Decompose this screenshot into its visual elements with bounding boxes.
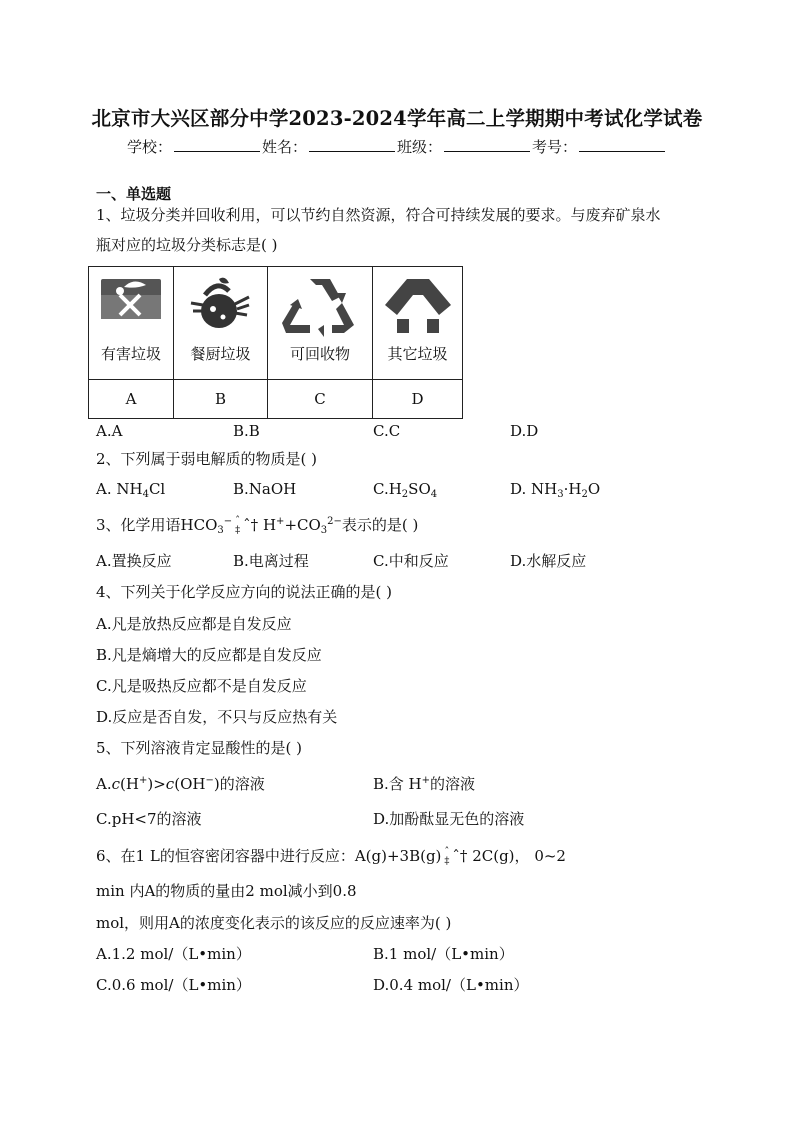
q3-plus: + [284, 516, 298, 534]
q2-d-tail: O [587, 480, 601, 498]
q1-letter-b: B [174, 380, 268, 419]
name-label: 姓名： [261, 138, 307, 156]
q1-label-a: 有害垃圾 [100, 345, 161, 363]
q4-option-c[interactable]: C.凡是吸热反应都不是自发反应 [96, 677, 307, 695]
q2-d-mid: ·H [563, 480, 582, 498]
q1-label-c: 可回收物 [289, 345, 350, 363]
q2-d-sub1: 3 [557, 489, 564, 500]
q2-option-c[interactable] [373, 482, 437, 500]
q1-option-d[interactable]: D.D [510, 422, 539, 440]
q2-a-text: A. NH [96, 480, 143, 498]
q1-label-b: 餐厨垃圾 [190, 345, 251, 363]
q2-d-sub2: 2 [581, 489, 588, 500]
q2-c-mid: SO [408, 480, 431, 498]
q3-h: H [262, 516, 277, 534]
q4-option-a[interactable]: A.凡是放热反应都是自发反应 [96, 615, 292, 633]
q3-co: CO [297, 516, 321, 534]
q6-eq-left: A(g)+3B(g) [354, 847, 442, 865]
other-waste-icon [383, 275, 453, 337]
q5-option-d[interactable]: D.加酚酞显无色的溶液 [373, 810, 525, 828]
q2-option-b[interactable]: B.NaOH [233, 480, 297, 498]
q6-option-c[interactable]: C.0.6 mol/（L•min） [96, 976, 251, 994]
q3-option-d[interactable]: D.水解反应 [510, 552, 587, 570]
school-label: 学校： [126, 138, 172, 156]
q6-arrow-bot: ‡ [444, 856, 450, 867]
exam-title: 北京市大兴区部分中学2023-2024学年高二上学期期中考试化学试卷 [91, 107, 703, 130]
q4-stem: 4、下列关于化学反应方向的说法正确的是( ) [96, 583, 393, 601]
q1-label-d: 其它垃圾 [387, 345, 448, 363]
q1-cell-b [174, 267, 268, 380]
q3-hco: HCO [180, 516, 218, 534]
q5-stem: 5、下列溶液肯定显酸性的是( ) [96, 739, 303, 757]
q1-stem-line2: 瓶对应的垃圾分类标志是( ) [96, 236, 278, 254]
q5-a-c1: c [111, 775, 121, 793]
q3-equilibrium-arrow-icon [235, 517, 240, 535]
q5-a-tail: 的溶液 [219, 775, 265, 793]
q1-option-a[interactable]: A.A [96, 422, 123, 440]
q6-option-a[interactable]: A.1.2 mol/（L•min） [96, 945, 251, 963]
q6-option-d[interactable]: D.0.4 mol/（L•min） [373, 976, 529, 994]
q1-choice-table [88, 266, 463, 419]
q3-suffix: 表示的是( ) [341, 516, 419, 534]
number-blank[interactable] [579, 137, 665, 152]
q5-option-a[interactable]: A.c(H+)>c(OH−)的溶液 [96, 775, 265, 793]
q5-b-sup: + [421, 775, 431, 786]
number-label: 考号： [532, 138, 578, 156]
q1-stem-line1: 1、垃圾分类并回收利用，可以节约自然资源，符合可持续发展的要求。与废弃矿泉水 [96, 206, 661, 224]
q3-arrow-bot: ‡ [235, 525, 241, 536]
school-blank[interactable] [174, 137, 260, 152]
q1-option-b[interactable]: B.B [233, 422, 260, 440]
q2-a-tail: Cl [148, 480, 166, 498]
class-blank[interactable] [444, 137, 530, 152]
q6-option-b[interactable]: B.1 mol/（L•min） [373, 945, 514, 963]
q1-cell-c [268, 267, 373, 380]
q5-a-h: H [125, 775, 139, 793]
q6-arrow-top: ˆ [444, 847, 450, 858]
q2-c-sub1: 2 [401, 489, 409, 500]
q5-a-oh: OH [180, 775, 206, 793]
q2-option-d[interactable] [510, 482, 600, 500]
q5-a-pre: A. [96, 775, 112, 793]
hazardous-waste-icon [100, 275, 162, 327]
q5-b-pre: B.含 H [373, 775, 422, 793]
recyclable-icon [280, 275, 360, 339]
q5-a-gt: > [153, 775, 166, 793]
q2-c-sub2: 4 [430, 489, 438, 500]
q6-stem-line2: min 内A的物质的量由2 mol减小到0.8 [96, 882, 357, 900]
q2-a-sub: 4 [142, 489, 149, 500]
q5-a-ohsup: − [205, 775, 214, 786]
q1-letter-d: D [373, 380, 463, 419]
q3-prefix: 3、化学用语 [96, 516, 181, 534]
q5-b-tail: 的溶液 [430, 775, 476, 793]
q3-hco-sup: − [223, 516, 233, 527]
q2-stem: 2、下列属于弱电解质的物质是( ) [96, 450, 318, 468]
q4-option-d[interactable]: D.反应是否自发，不只与反应热有关 [96, 708, 338, 726]
q5-option-b[interactable] [373, 776, 475, 792]
q3-stem [96, 517, 418, 536]
q6-equilibrium-arrow-icon [444, 848, 449, 866]
q3-co-sup: 2− [327, 516, 342, 527]
q3-option-a[interactable]: A.置换反应 [96, 552, 172, 570]
q1-cell-d [373, 267, 463, 380]
q4-option-b[interactable]: B.凡是熵增大的反应都是自发反应 [96, 646, 322, 664]
q6-eq-right: 2C(g)， [472, 847, 530, 865]
q3-co-sub: 3 [320, 525, 328, 536]
class-label: 班级： [397, 138, 443, 156]
section-heading: 一、单选题 [96, 185, 172, 203]
student-info-line [0, 136, 794, 157]
kitchen-waste-icon [189, 275, 253, 333]
q3-option-b[interactable]: B.电离过程 [233, 552, 309, 570]
name-blank[interactable] [309, 137, 395, 152]
q5-option-c[interactable]: C.pH<7的溶液 [96, 810, 202, 828]
q5-a-hsup: + [138, 775, 148, 786]
q1-letter-c: C [268, 380, 373, 419]
q1-cell-a [89, 267, 174, 380]
q6-stem-line1 [96, 848, 566, 866]
q5-a-c2: c [165, 775, 175, 793]
q3-arrow-mid: ˆ† [243, 516, 259, 534]
q6-prefix: 6、在1 L的恒容密闭容器中进行反应： [96, 847, 355, 865]
q3-h-sup: + [276, 516, 285, 527]
q2-c-text: C.H [373, 480, 402, 498]
q1-letter-a: A [89, 380, 174, 419]
q1-option-c[interactable]: C.C [373, 422, 401, 440]
q3-option-c[interactable]: C.中和反应 [373, 552, 449, 570]
q3-arrow-top: ˆ [235, 516, 241, 527]
q2-option-a[interactable] [96, 482, 165, 500]
q6-stem-line3: mol，则用A的浓度变化表示的该反应的反应速率为( ) [96, 914, 452, 932]
q3-hco-sub: 3 [217, 525, 224, 536]
q6-time: 0~2 [534, 847, 566, 865]
q2-d-text: D. NH [510, 480, 558, 498]
q6-arrow-mid: ˆ† [452, 847, 468, 865]
